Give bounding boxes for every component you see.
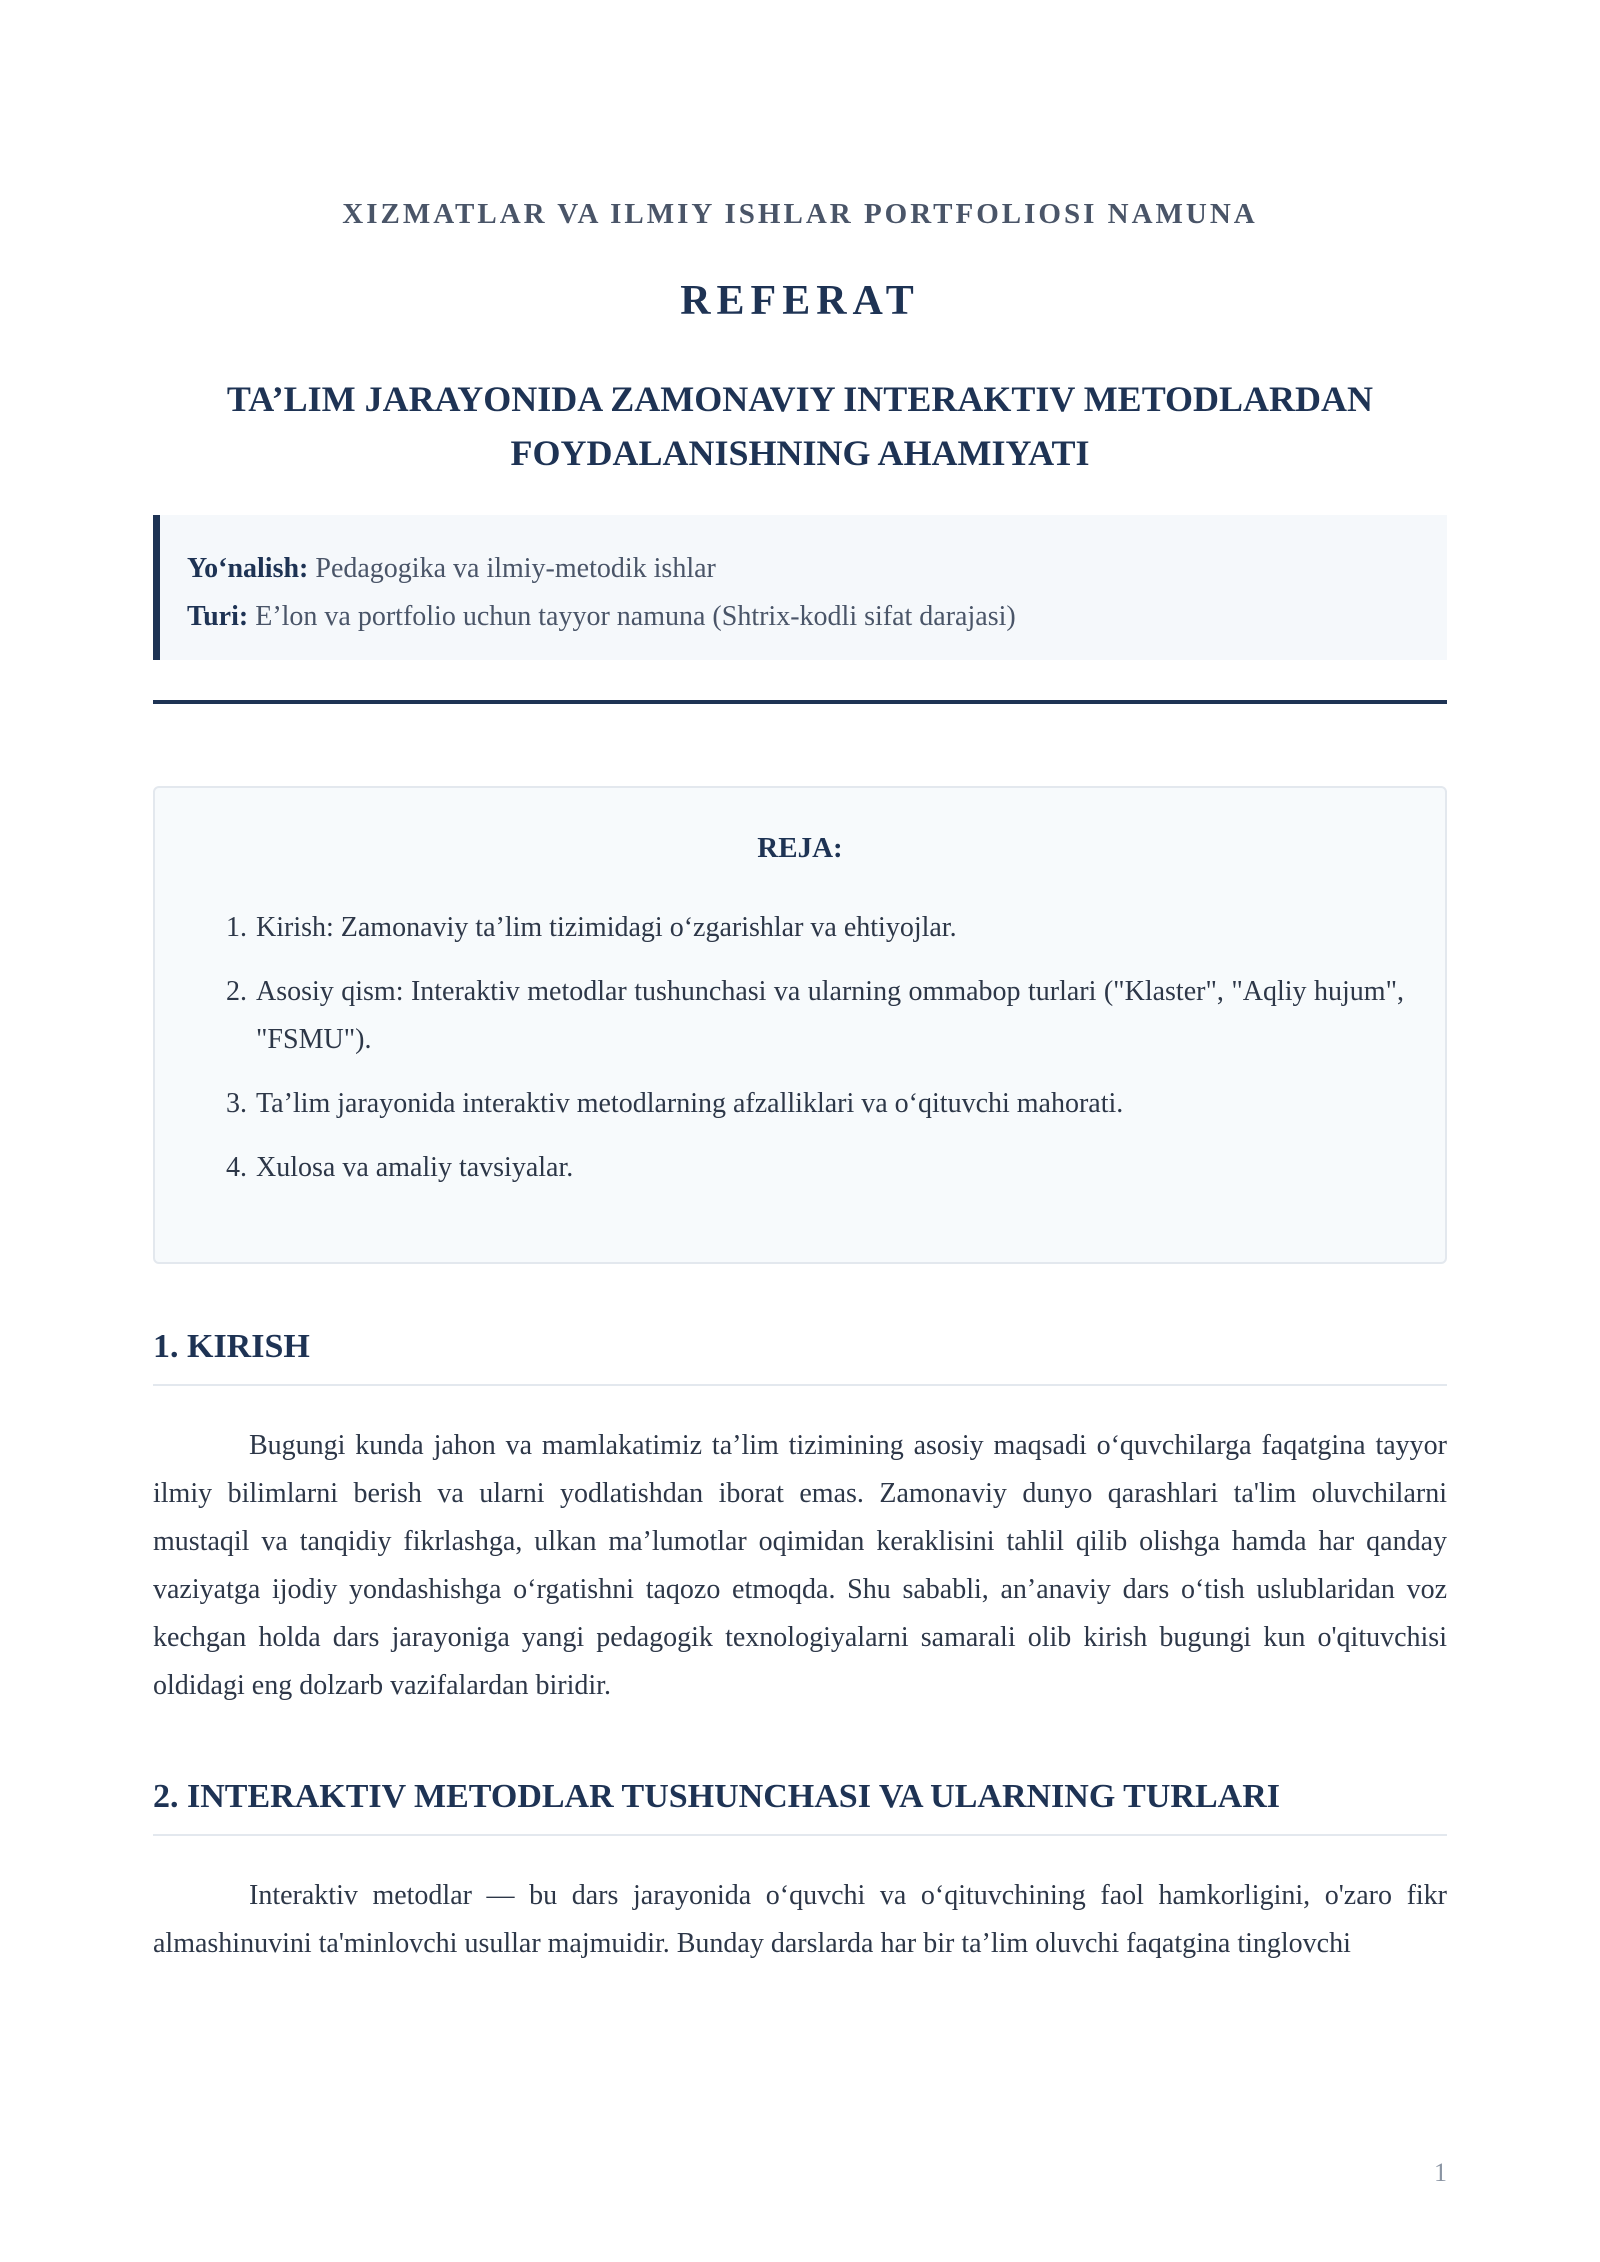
plan-item xyxy=(226,1144,1404,1192)
plan-item-text: Ta’lim jarayonida interaktiv metodlarning afzalliklari va o‘qituvchi mahorati. xyxy=(256,1088,1124,1119)
plan-item xyxy=(226,968,1404,1064)
plan-item-number: 4. xyxy=(226,1152,247,1183)
section-heading-methods: 2. INTERAKTIV METODLAR TUSHUNCHASI VA ULARNING TURLARI xyxy=(153,1778,1447,1836)
plan-item-text: Xulosa va amaliy tavsiyalar. xyxy=(256,1152,574,1183)
header-divider xyxy=(153,700,1447,704)
meta-direction xyxy=(187,545,1447,593)
plan-title: REJA: xyxy=(757,832,843,864)
plan-item xyxy=(226,904,1404,952)
section-paragraph-intro: Bugungi kunda jahon va mamlakatimiz ta’lim tizimining asosiy maqsadi o‘quvchilarga faqatgina tayyor ilmiy bilimlarni berish va ularni yodlatishdan iborat emas. Zamonaviy dunyo qarashlari ta'lim oluvchilarni mustaqil va tanqidiy fikrlashga, ulkan ma’lumotlar oqimidan keraklisini tahlil qilib olishga hamda har qanday vaziyatga ijodiy yondashishga o‘rgatishni taqozo etmoqda. Shu sababli, an’anaviy dars o‘tish uslublaridan voz kechgan holda dars jarayoniga yangi pedagogik texnologiyalarni samarali olib kirish bugungi kun o'qituvchisi oldidagi eng dolzarb vazifalardan biridir. xyxy=(153,1430,1447,1701)
title-line-2: FOYDALANISHNING AHAMIYATI xyxy=(510,433,1090,473)
document-title xyxy=(153,372,1447,480)
plan-item-number: 3. xyxy=(226,1088,247,1119)
plan-box xyxy=(153,786,1447,1264)
meta-box xyxy=(153,515,1447,660)
meta-type xyxy=(187,593,1447,641)
document-type: REFERAT xyxy=(680,278,920,324)
type-label: Turi: xyxy=(187,601,249,632)
plan-item xyxy=(226,1080,1404,1128)
direction-value: Pedagogika va ilmiy-metodik ishlar xyxy=(315,553,716,584)
direction-label: Yo‘nalish: xyxy=(187,553,309,584)
title-line-1: TA’LIM JARAYONIDA ZAMONAVIY INTERAKTIV METODLARDAN xyxy=(226,379,1374,419)
plan-list xyxy=(226,904,1404,1208)
type-value: E’lon va portfolio uchun tayyor namuna (Shtrix-kodli sifat darajasi) xyxy=(255,601,1016,632)
plan-item-text: Kirish: Zamonaviy ta’lim tizimidagi o‘zgarishlar va ehtiyojlar. xyxy=(256,912,957,943)
section-paragraph-methods: Interaktiv metodlar — bu dars jarayonida o‘quvchi va o‘qituvchining faol hamkorligini, o'zaro fikr almashinuvini ta'minlovchi usullar majmuidir. Bunday darslarda har bir ta’lim oluvchi faqatgina tinglovchi xyxy=(153,1880,1447,1959)
section-heading-intro: 1. KIRISH xyxy=(153,1328,1447,1386)
plan-item-number: 1. xyxy=(226,912,247,943)
series-line: XIZMATLAR VA ILMIY ISHLAR PORTFOLIOSI NAMUNA xyxy=(342,198,1258,230)
plan-item-text: Asosiy qism: Interaktiv metodlar tushunchasi va ularning ommabop turlari ("Klaster", "Aqliy hujum", "FSMU"). xyxy=(256,976,1404,1055)
plan-item-number: 2. xyxy=(226,976,247,1007)
page-number: 1 xyxy=(1434,2158,1447,2187)
